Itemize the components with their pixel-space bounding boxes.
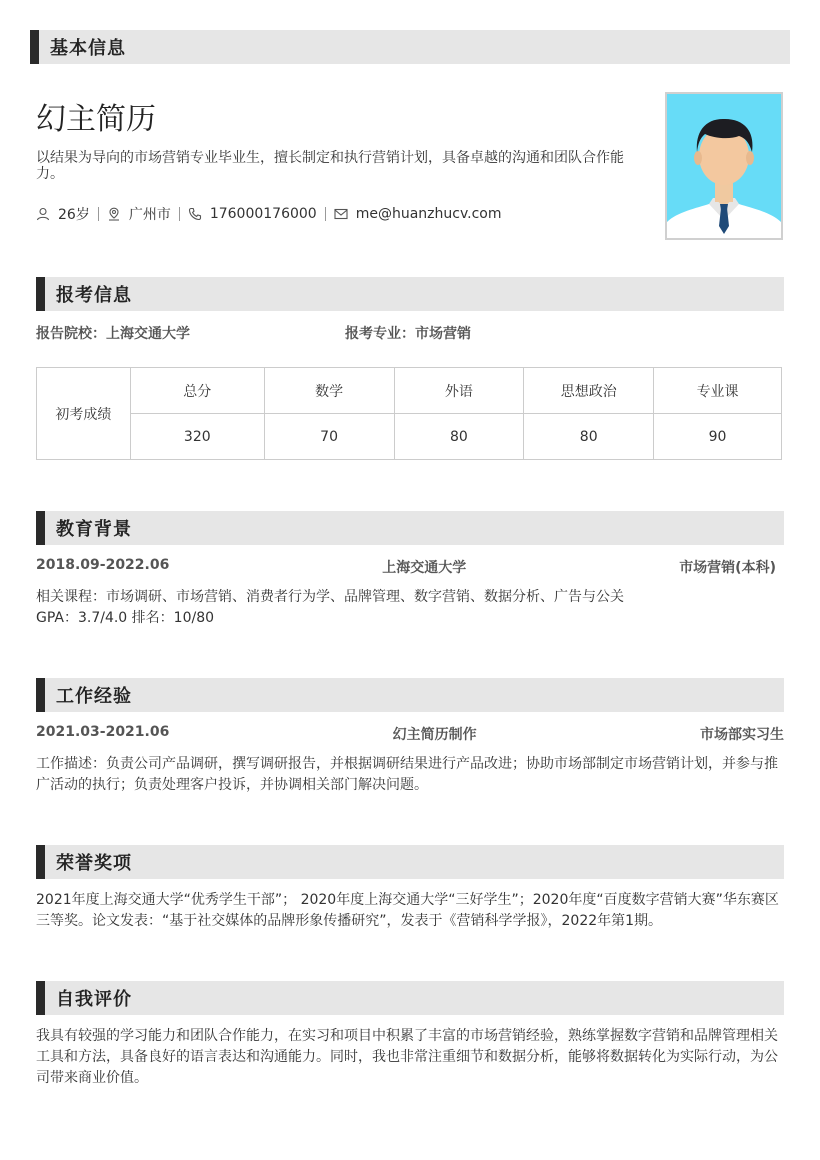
score-row-label: 初考成绩 [37, 368, 131, 460]
section-bar [36, 277, 45, 311]
phone-value: 176000176000 [209, 206, 317, 222]
email-icon [334, 207, 348, 221]
score-header: 专业课 [654, 368, 782, 414]
target-school: 报告院校：上海交通大学 [36, 326, 190, 342]
section-header-exam [36, 277, 784, 311]
education-degree: 市场营销(本科) [679, 560, 776, 576]
work-description: 工作描述：负责公司产品调研，撰写调研报告，并根据调研结果进行产品改进；协助市场部制定市场营销计划，并参与推广活动的执行；负责处理客户投诉，并协调相关部门解决问题。 [36, 756, 778, 793]
divider [98, 207, 99, 221]
section-header-honors [36, 845, 784, 879]
divider [179, 207, 180, 221]
section-bar [36, 511, 45, 545]
summary-text: 以结果为导向的市场营销专业毕业生，擅长制定和执行营销计划，具备卓越的沟通和团队合作能力。 [36, 150, 624, 182]
section-bar [36, 845, 45, 879]
section-title: 工作经验 [56, 686, 132, 707]
section-bar [30, 30, 39, 64]
education-entry-header [36, 557, 776, 577]
user-icon [36, 207, 50, 221]
table-row [37, 414, 782, 460]
score-cell: 90 [654, 414, 782, 460]
score-cell: 70 [264, 414, 394, 460]
email-value: me@huanzhucv.com [355, 206, 502, 222]
section-title: 报考信息 [56, 285, 132, 306]
section-bar [36, 981, 45, 1015]
avatar-illustration [667, 94, 781, 238]
age-value: 26岁 [58, 207, 90, 223]
target-major: 报考专业：市场营销 [345, 326, 471, 342]
contact-city [107, 204, 171, 224]
work-entry-header [36, 724, 784, 744]
section-title: 基本信息 [50, 38, 126, 59]
education-school: 上海交通大学 [382, 560, 467, 576]
work-company: 幻主简历制作 [392, 727, 477, 743]
score-table [36, 367, 782, 460]
score-cell: 80 [524, 414, 654, 460]
section-header-self [36, 981, 784, 1015]
section-bar [36, 678, 45, 712]
section-title: 教育背景 [56, 519, 132, 540]
score-cell: 80 [394, 414, 524, 460]
contact-row [36, 204, 502, 224]
contact-phone [188, 206, 317, 222]
section-title: 自我评价 [56, 989, 132, 1010]
education-period: 2018.09-2022.06 [36, 557, 170, 573]
divider [325, 207, 326, 221]
score-header: 数学 [264, 368, 394, 414]
resume-name: 幻主简历 [36, 102, 156, 137]
score-header: 总分 [130, 368, 264, 414]
education-gpa: GPA：3.7/4.0 排名：10/80 [36, 610, 215, 626]
profile-photo [665, 92, 783, 240]
contact-email [334, 206, 502, 222]
work-period: 2021.03-2021.06 [36, 724, 170, 740]
honors-text: 2021年度上海交通大学“优秀学生干部”； 2020年度上海交通大学“三好学生”；2020年度“百度数字营销大赛”华东赛区三等奖。论文发表：“基于社交媒体的品牌形象传播研究”，发表于《营销科学学报》，2022年第1期。 [36, 892, 779, 929]
section-header-education [36, 511, 784, 545]
score-header: 思想政治 [524, 368, 654, 414]
phone-icon [188, 207, 202, 221]
score-header: 外语 [394, 368, 524, 414]
education-courses: 相关课程：市场调研、市场营销、消费者行为学、品牌管理、数字营销、数据分析、广告与公关 [36, 589, 624, 605]
table-row [37, 368, 782, 414]
contact-age [36, 204, 90, 224]
section-header-work [36, 678, 784, 712]
self-evaluation-text: 我具有较强的学习能力和团队合作能力，在实习和项目中积累了丰富的市场营销经验，熟练掌握数字营销和品牌管理相关工具和方法，具备良好的语言表达和沟通能力。同时，我也非常注重细节和数据分析，能够将数据转化为实际行动，为公司带来商业价值。 [36, 1028, 778, 1086]
work-role: 市场部实习生 [700, 727, 784, 743]
section-header-basic [30, 30, 790, 64]
city-value: 广州市 [128, 207, 171, 223]
score-cell: 320 [130, 414, 264, 460]
section-title: 荣誉奖项 [56, 853, 132, 874]
location-icon [107, 207, 121, 221]
